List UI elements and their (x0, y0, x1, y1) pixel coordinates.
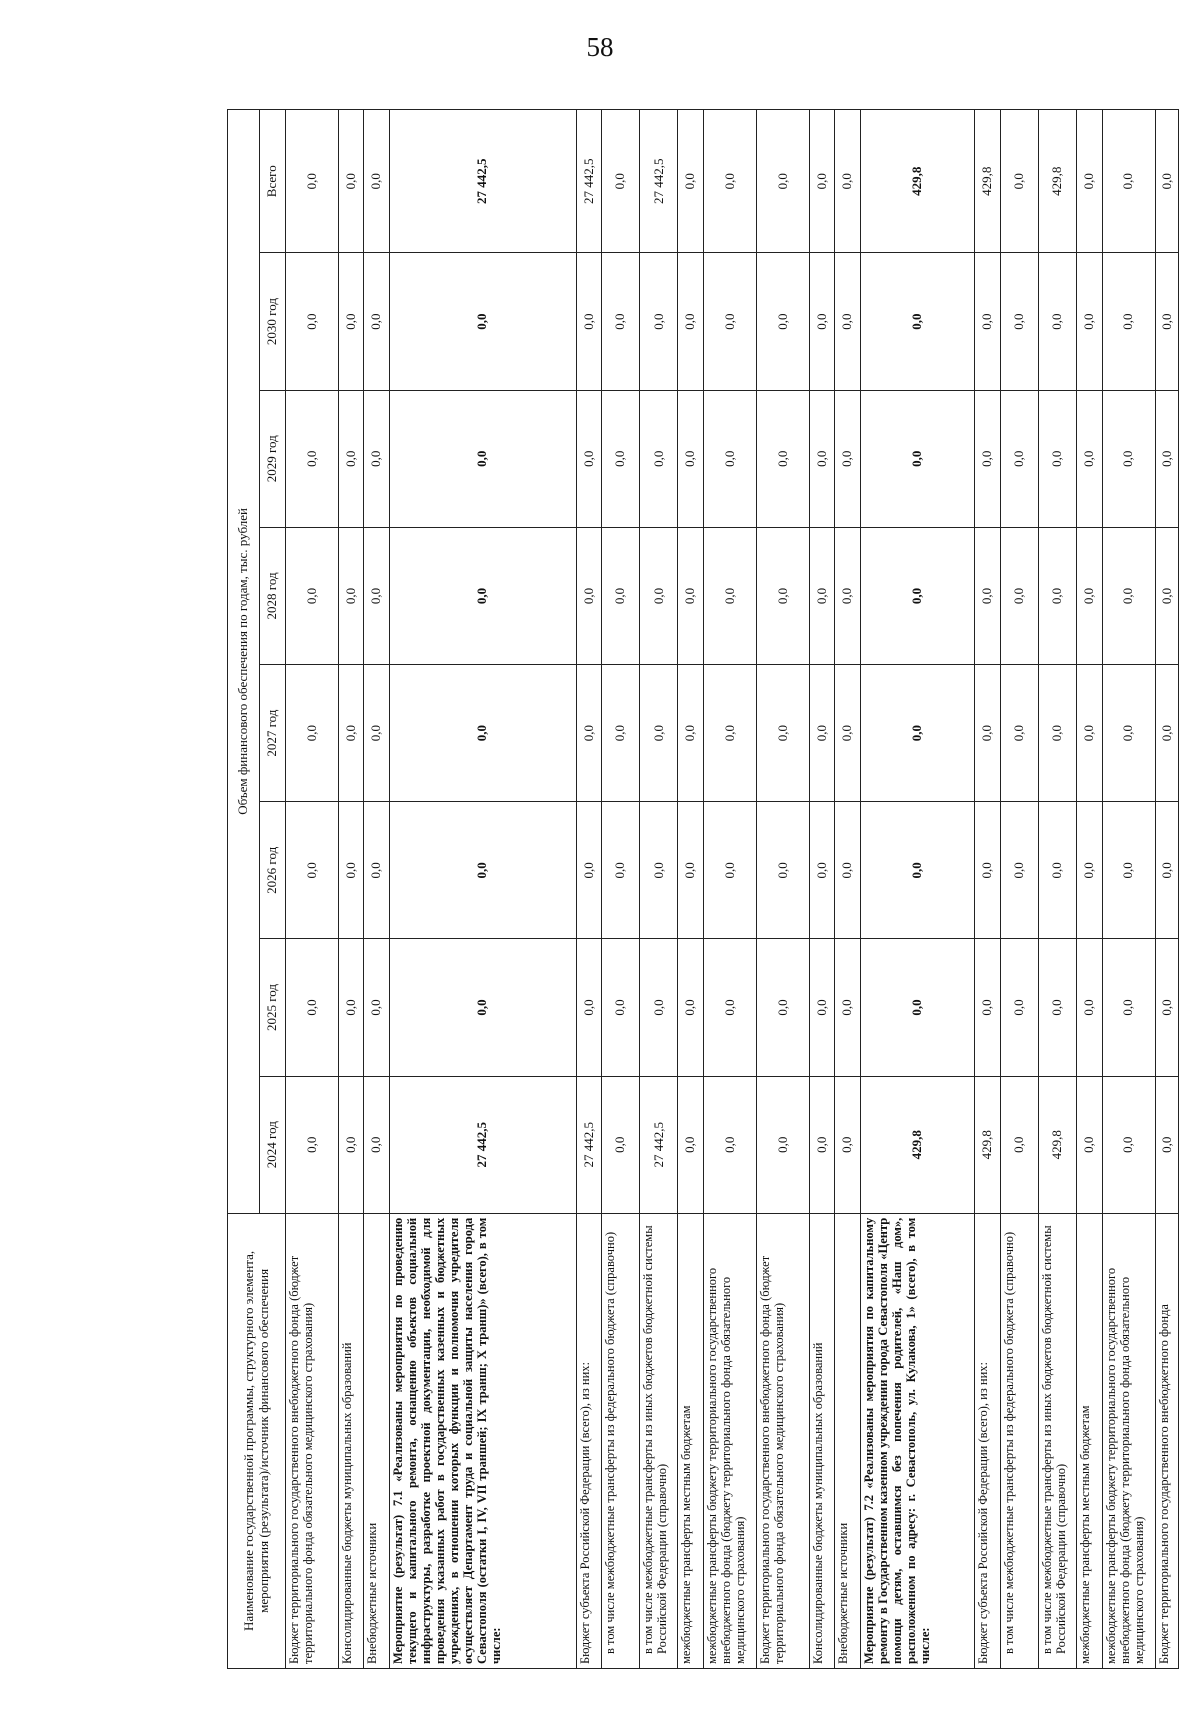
row-value: 0,0 (703, 527, 756, 664)
row-value: 0,0 (389, 527, 576, 664)
row-name: Бюджет субъекта Российской Федерации (всего), из них: (975, 1213, 1000, 1668)
row-total: 429,8 (1038, 110, 1076, 253)
row-value: 0,0 (389, 665, 576, 802)
table-row (756, 110, 809, 1669)
row-value: 0,0 (286, 802, 339, 939)
table-row (602, 110, 640, 1669)
row-value: 0,0 (1077, 1076, 1102, 1213)
row-value: 0,0 (756, 253, 809, 390)
row-total: 0,0 (756, 110, 809, 253)
row-value: 0,0 (602, 253, 640, 390)
row-value: 0,0 (1155, 802, 1178, 939)
row-value: 0,0 (756, 390, 809, 527)
table-row (576, 110, 601, 1669)
row-value: 0,0 (975, 527, 1000, 664)
row-name: межбюджетные трансферты местным бюджетам (1077, 1213, 1102, 1668)
table-row (678, 110, 703, 1669)
table-row (1038, 110, 1076, 1669)
row-value: 0,0 (1038, 390, 1076, 527)
row-value: 0,0 (602, 802, 640, 939)
row-value: 0,0 (678, 253, 703, 390)
table-row (835, 110, 860, 1669)
rotated-table-wrapper (227, 109, 1179, 1669)
row-value: 0,0 (1000, 527, 1038, 664)
row-value: 0,0 (835, 802, 860, 939)
row-name: в том числе межбюджетные трансферты из федерального бюджета (справочно) (1000, 1213, 1038, 1668)
row-value: 0,0 (835, 527, 860, 664)
row-total: 0,0 (364, 110, 389, 253)
table-row (1077, 110, 1102, 1669)
row-value: 0,0 (809, 802, 834, 939)
row-value: 0,0 (678, 390, 703, 527)
row-value: 0,0 (389, 253, 576, 390)
row-value: 0,0 (286, 390, 339, 527)
row-value: 0,0 (975, 939, 1000, 1076)
table-row (1155, 110, 1178, 1669)
row-value: 0,0 (860, 802, 975, 939)
row-value: 0,0 (576, 802, 601, 939)
row-value: 0,0 (364, 939, 389, 1076)
row-value: 0,0 (809, 939, 834, 1076)
header-year: 2024 год (260, 1076, 286, 1213)
row-value: 0,0 (860, 390, 975, 527)
row-value: 0,0 (286, 665, 339, 802)
row-name: межбюджетные трансферты местным бюджетам (678, 1213, 703, 1668)
header-year: 2030 год (260, 253, 286, 390)
row-value: 0,0 (640, 665, 678, 802)
row-value: 0,0 (364, 527, 389, 664)
row-name: Мероприятие (результат) 7.2 «Реализованы мероприятия по капитальному ремонту в Государственном казенном учреждении города Севастополя «Центр помощи детям, оставшимся без попечения родителей, «Наш дом», расположенном по адресу: г. Севастополь, ул. Кулакова, 1» (всего), в том числе: (860, 1213, 975, 1668)
table-row (860, 110, 975, 1669)
header-year: 2027 год (260, 665, 286, 802)
row-value: 0,0 (364, 253, 389, 390)
header-year: 2029 год (260, 390, 286, 527)
row-value: 0,0 (678, 1076, 703, 1213)
row-value: 0,0 (389, 939, 576, 1076)
row-value: 0,0 (364, 802, 389, 939)
row-value: 0,0 (576, 527, 601, 664)
row-value: 0,0 (809, 527, 834, 664)
row-value: 0,0 (640, 253, 678, 390)
row-value: 0,0 (860, 665, 975, 802)
row-value: 0,0 (1155, 1076, 1178, 1213)
row-total: 0,0 (678, 110, 703, 253)
row-value: 0,0 (809, 253, 834, 390)
row-value: 0,0 (756, 939, 809, 1076)
row-name: Внебюджетные источники (835, 1213, 860, 1668)
row-name: межбюджетные трансферты бюджету территориального государственного внебюджетного фонда (бюджету территориального фонда обязательного медицинского страхования) (1102, 1213, 1155, 1668)
row-total: 27 442,5 (576, 110, 601, 253)
row-value: 0,0 (1102, 939, 1155, 1076)
row-value: 0,0 (1077, 527, 1102, 664)
row-value: 0,0 (1155, 527, 1178, 664)
row-value: 0,0 (756, 665, 809, 802)
row-total: 0,0 (1155, 110, 1178, 253)
row-value: 0,0 (640, 939, 678, 1076)
row-name: в том числе межбюджетные трансферты из иных бюджетов бюджетной системы Российской Федерации (справочно) (640, 1213, 678, 1668)
row-name: межбюджетные трансферты бюджету территориального государственного внебюджетного фонда (бюджету территориального фонда обязательного медицинского страхования) (703, 1213, 756, 1668)
table-orientation (227, 109, 1179, 1669)
row-value: 0,0 (640, 802, 678, 939)
row-value: 0,0 (1038, 253, 1076, 390)
row-value: 0,0 (1000, 665, 1038, 802)
row-name: Бюджет территориального государственного внебюджетного фонда (бюджет территориального фонда обязательного медицинского страхования) (286, 1213, 339, 1668)
row-value: 0,0 (389, 802, 576, 939)
header-year: 2026 год (260, 802, 286, 939)
row-name: Бюджет территориального государственного внебюджетного фонда (1155, 1213, 1178, 1668)
row-value: 0,0 (703, 939, 756, 1076)
row-value: 0,0 (703, 1076, 756, 1213)
row-value: 0,0 (1155, 939, 1178, 1076)
row-value: 0,0 (1000, 253, 1038, 390)
page-number: 58 (586, 32, 614, 62)
row-value: 0,0 (286, 1076, 339, 1213)
row-value: 0,0 (576, 253, 601, 390)
row-value: 0,0 (835, 390, 860, 527)
row-value: 0,0 (339, 802, 364, 939)
header-volume-title: Объем финансового обеспечения по годам, тыс. рублей (228, 110, 260, 1214)
row-value: 0,0 (286, 527, 339, 664)
row-value: 0,0 (835, 665, 860, 802)
table-row (640, 110, 678, 1669)
row-name: Мероприятие (результат) 7.1 «Реализованы мероприятия по проведению текущего и капитального ремонта, оснащению объектов социальной инфраструктуры, разработке проектной документации, необходимой для проведения указанных работ в государственных казенных и бюджетных учреждениях, в отношении которых функции и полномочия учредителя осуществляет Департамент труда и социальной защиты населения города Севастополя (остатки I, IV, VII траншей; IX транш; X транш)» (всего), в том числе: (389, 1213, 576, 1668)
row-value: 0,0 (339, 1076, 364, 1213)
row-value: 0,0 (602, 665, 640, 802)
row-value: 0,0 (389, 390, 576, 527)
table-row (364, 110, 389, 1669)
row-value: 0,0 (1102, 665, 1155, 802)
row-value: 0,0 (286, 939, 339, 1076)
row-value: 0,0 (703, 802, 756, 939)
row-value: 0,0 (809, 390, 834, 527)
row-total: 0,0 (1077, 110, 1102, 253)
row-value: 0,0 (809, 665, 834, 802)
row-value: 0,0 (1102, 527, 1155, 664)
row-value: 0,0 (678, 802, 703, 939)
row-value: 0,0 (703, 253, 756, 390)
row-value: 0,0 (364, 665, 389, 802)
row-value: 0,0 (835, 253, 860, 390)
row-total: 0,0 (809, 110, 834, 253)
financing-table (227, 109, 1179, 1669)
row-value: 0,0 (602, 390, 640, 527)
row-value: 0,0 (860, 527, 975, 664)
row-value: 0,0 (602, 527, 640, 664)
row-value: 0,0 (1102, 1076, 1155, 1213)
row-value: 0,0 (809, 1076, 834, 1213)
row-value: 0,0 (678, 939, 703, 1076)
row-name: Консолидированные бюджеты муниципальных образований (339, 1213, 364, 1668)
row-value: 27 442,5 (576, 1076, 601, 1213)
header-year: 2028 год (260, 527, 286, 664)
table-body (286, 110, 1179, 1669)
row-value: 0,0 (1038, 527, 1076, 664)
row-value: 0,0 (1000, 939, 1038, 1076)
table-row (286, 110, 339, 1669)
row-value: 0,0 (1000, 1076, 1038, 1213)
row-value: 0,0 (1038, 665, 1076, 802)
row-value: 0,0 (1077, 253, 1102, 390)
table-row (389, 110, 576, 1669)
table-row (703, 110, 756, 1669)
row-total: 429,8 (975, 110, 1000, 253)
row-total: 0,0 (703, 110, 756, 253)
row-value: 0,0 (339, 390, 364, 527)
row-value: 0,0 (339, 939, 364, 1076)
row-value: 0,0 (1038, 802, 1076, 939)
row-value: 0,0 (1102, 802, 1155, 939)
row-total: 0,0 (835, 110, 860, 253)
row-value: 0,0 (835, 1076, 860, 1213)
row-value: 0,0 (602, 1076, 640, 1213)
row-value: 0,0 (860, 939, 975, 1076)
row-value: 0,0 (1077, 665, 1102, 802)
row-total: 0,0 (1102, 110, 1155, 253)
row-value: 0,0 (286, 253, 339, 390)
row-name: Бюджет субъекта Российской Федерации (всего), из них: (576, 1213, 601, 1668)
row-value: 0,0 (703, 390, 756, 527)
row-value: 0,0 (756, 1076, 809, 1213)
row-value: 0,0 (602, 939, 640, 1076)
table-row (809, 110, 834, 1669)
row-total: 429,8 (860, 110, 975, 253)
row-value: 0,0 (576, 939, 601, 1076)
row-value: 0,0 (640, 527, 678, 664)
row-value: 27 442,5 (389, 1076, 576, 1213)
row-value: 0,0 (756, 527, 809, 664)
row-value: 0,0 (860, 253, 975, 390)
row-value: 0,0 (678, 527, 703, 664)
row-value: 0,0 (1077, 390, 1102, 527)
row-value: 0,0 (576, 665, 601, 802)
row-value: 0,0 (576, 390, 601, 527)
row-value: 0,0 (339, 253, 364, 390)
table-row (1102, 110, 1155, 1669)
row-value: 0,0 (1155, 665, 1178, 802)
row-value: 0,0 (1077, 802, 1102, 939)
row-value: 429,8 (860, 1076, 975, 1213)
row-value: 0,0 (640, 390, 678, 527)
row-value: 0,0 (1077, 939, 1102, 1076)
row-value: 0,0 (364, 1076, 389, 1213)
table-row (975, 110, 1000, 1669)
row-value: 0,0 (975, 802, 1000, 939)
row-value: 0,0 (756, 802, 809, 939)
table-row (1000, 110, 1038, 1669)
row-name: в том числе межбюджетные трансферты из иных бюджетов бюджетной системы Российской Федерации (справочно) (1038, 1213, 1076, 1668)
row-value: 0,0 (339, 527, 364, 664)
row-value: 0,0 (1102, 390, 1155, 527)
row-value: 0,0 (364, 390, 389, 527)
row-total: 0,0 (339, 110, 364, 253)
row-value: 429,8 (975, 1076, 1000, 1213)
row-total: 27 442,5 (389, 110, 576, 253)
header-total: Всего (260, 110, 286, 253)
row-value: 0,0 (678, 665, 703, 802)
row-value: 0,0 (1155, 253, 1178, 390)
row-value: 0,0 (1000, 802, 1038, 939)
row-value: 429,8 (1038, 1076, 1076, 1213)
header-year: 2025 год (260, 939, 286, 1076)
row-value: 0,0 (339, 665, 364, 802)
header-name-column: Наименование государственной программы, структурного элемента, мероприятия (результата)/источник финансового обеспечения (228, 1213, 286, 1668)
row-value: 0,0 (703, 665, 756, 802)
row-total: 0,0 (1000, 110, 1038, 253)
row-total: 27 442,5 (640, 110, 678, 253)
row-value: 0,0 (975, 390, 1000, 527)
row-value: 0,0 (1155, 390, 1178, 527)
row-value: 0,0 (1000, 390, 1038, 527)
row-total: 0,0 (602, 110, 640, 253)
row-total: 0,0 (286, 110, 339, 253)
row-value: 0,0 (975, 665, 1000, 802)
row-value: 27 442,5 (640, 1076, 678, 1213)
table-row (339, 110, 364, 1669)
row-name: Бюджет территориального государственного внебюджетного фонда (бюджет территориального фонда обязательного медицинского страхования) (756, 1213, 809, 1668)
row-value: 0,0 (1038, 939, 1076, 1076)
row-name: в том числе межбюджетные трансферты из федерального бюджета (справочно) (602, 1213, 640, 1668)
row-value: 0,0 (1102, 253, 1155, 390)
row-name: Внебюджетные источники (364, 1213, 389, 1668)
row-name: Консолидированные бюджеты муниципальных образований (809, 1213, 834, 1668)
row-value: 0,0 (835, 939, 860, 1076)
row-value: 0,0 (975, 253, 1000, 390)
